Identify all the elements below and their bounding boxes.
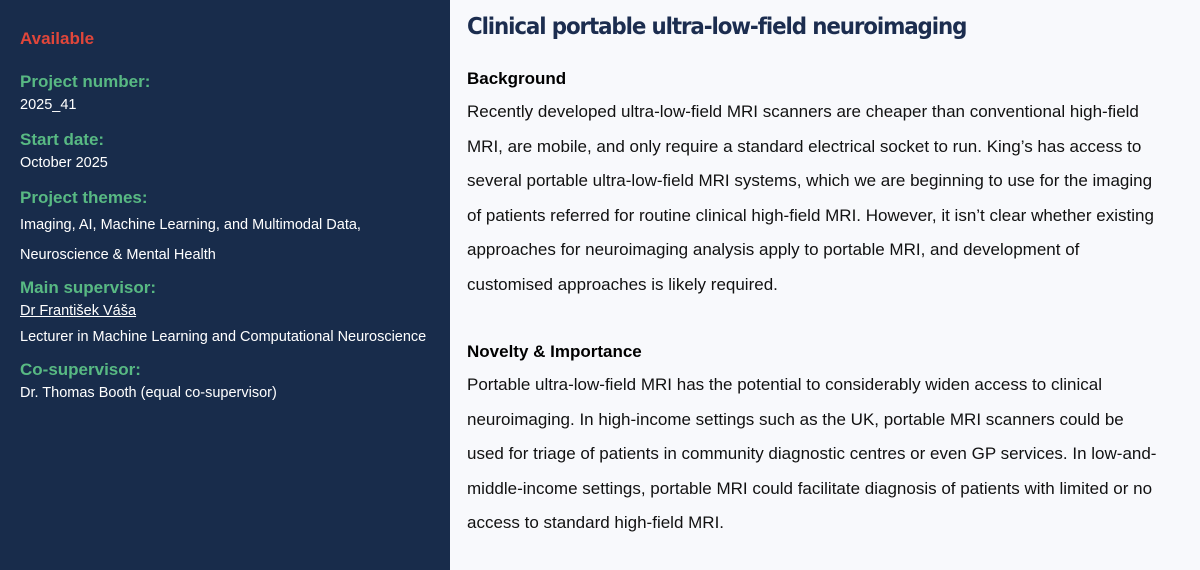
start-date-group <box>20 130 430 174</box>
co-supervisor-group <box>20 360 430 404</box>
background-text: Recently developed ultra-low-field MRI scanners are cheaper than conventional high-field MRI, are mobile, and only require a standard electrical socket to run. King’s has access to several portable ultra-low-field MRI systems, which we are beginning to use for the imaging of patients referred for routine clinical high-field MRI. However, it isn’t clear whether existing approaches for neuroimaging analysis apply to portable MRI, and development of customised approaches is likely required. <box>467 102 1154 294</box>
start-date-value: October 2025 <box>20 155 108 171</box>
project-themes-group <box>20 188 430 270</box>
project-number-label: Project number: <box>20 72 151 91</box>
project-info-sidebar <box>0 0 450 570</box>
background-heading: Background <box>467 69 567 88</box>
main-supervisor-group <box>20 278 430 352</box>
availability-status: Available <box>20 29 95 48</box>
co-supervisor-label: Co-supervisor: <box>20 360 141 379</box>
project-themes-value: Imaging, AI, Machine Learning, and Multimodal Data, Neuroscience & Mental Health <box>20 217 361 263</box>
co-supervisor-value: Dr. Thomas Booth (equal co-supervisor) <box>20 385 277 401</box>
project-number-group <box>20 72 430 116</box>
novelty-heading: Novelty & Importance <box>467 342 642 361</box>
main-supervisor-link[interactable]: Dr František Váša <box>20 303 137 319</box>
main-supervisor-role: Lecturer in Machine Learning and Computational Neuroscience <box>20 329 427 345</box>
novelty-text: Portable ultra-low-field MRI has the potential to considerably widen access to clinical neuroimaging. In high-income settings such as the UK, portable MRI scanners could be used for triage of patients in community diagnostic centres or even GP services. In low-and-middle-income settings, portable MRI could facilitate diagnosis of patients with limited or no access to standard high-field MRI. <box>467 375 1157 532</box>
start-date-label: Start date: <box>20 130 105 149</box>
project-description <box>450 0 1200 570</box>
page-title: Clinical portable ultra-low-field neuroimaging <box>467 14 967 40</box>
project-number-value: 2025_41 <box>20 97 77 113</box>
main-supervisor-label: Main supervisor: <box>20 278 157 297</box>
project-themes-label: Project themes: <box>20 188 148 207</box>
